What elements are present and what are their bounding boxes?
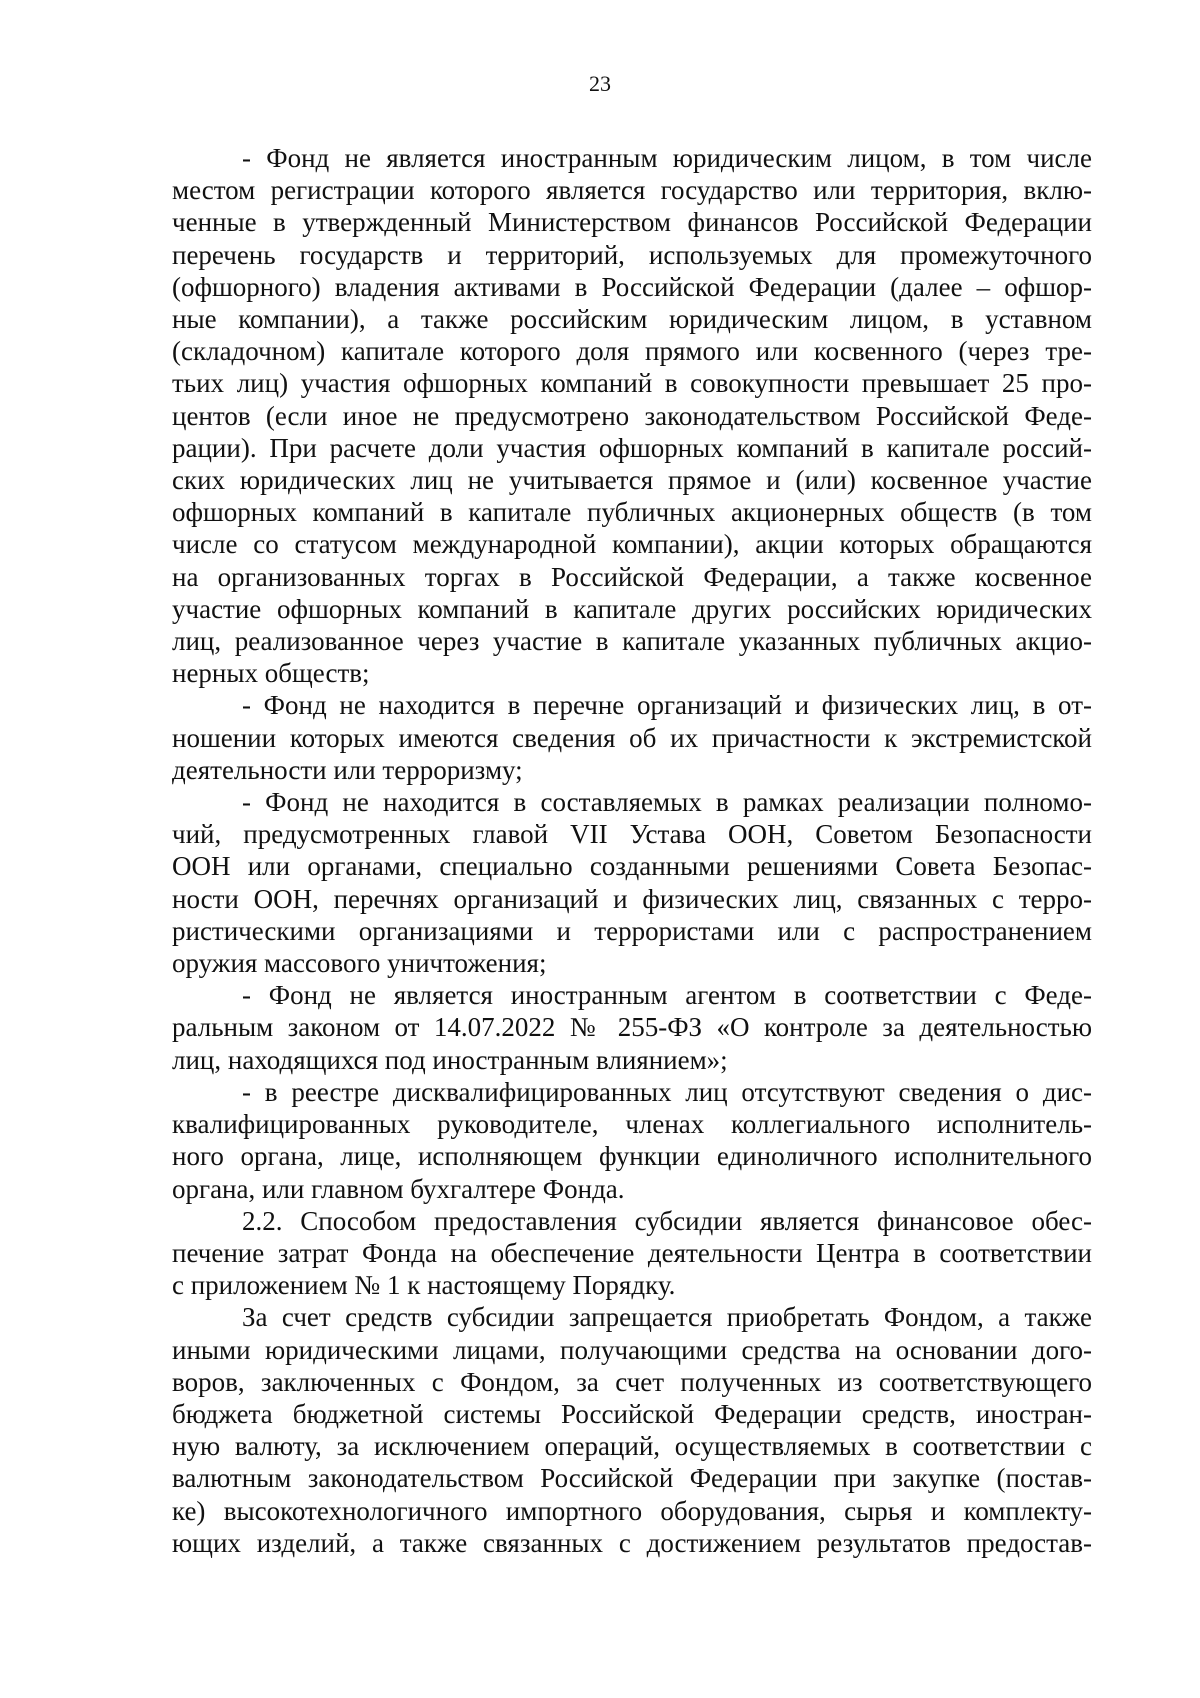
paragraph-line: иными юридическими лицами, получающими средства на основании дого- [172, 1334, 1092, 1365]
paragraph-line: ральным законом от 14.07.2022 № 255-ФЗ «О контроле за деятельностью [172, 1012, 1092, 1043]
paragraph-line: ности ООН, перечнях организаций и физических лиц, связанных с терро- [172, 883, 1092, 914]
paragraph [172, 1301, 1092, 1559]
paragraph-line: лиц, находящихся под иностранным влиянием»; [172, 1044, 728, 1075]
paragraph-line: деятельности или терроризму; [172, 754, 523, 785]
paragraph [172, 786, 1092, 979]
paragraph-line: с приложением № 1 к настоящему Порядку. [172, 1270, 676, 1301]
page-number: 23 [589, 71, 611, 96]
paragraph-line: - Фонд не является иностранным агентом в соответствии с Феде- [242, 980, 1092, 1011]
paragraph-line: ного органа, лице, исполняющем функции единоличного исполнительного [172, 1141, 1092, 1172]
paragraph-line: рации). При расчете доли участия офшорных компаний в капитале россий- [172, 432, 1092, 463]
paragraph-line: лиц, реализованное через участие в капитале указанных публичных акцио- [172, 626, 1092, 657]
paragraph-line: перечень государств и территорий, используемых для промежуточного [172, 239, 1092, 270]
paragraph-line: ченные в утвержденный Министерством финансов Российской Федерации [172, 207, 1092, 238]
paragraph [172, 689, 1092, 786]
paragraph [172, 979, 1092, 1076]
paragraph-line: ских юридических лиц не учитывается прямое и (или) косвенное участие [172, 465, 1092, 496]
paragraph-line: участие офшорных компаний в капитале других российских юридических [172, 593, 1092, 624]
paragraph-line: 2.2. Способом предоставления субсидии является финансовое обес- [242, 1205, 1092, 1236]
paragraph-line: нерных обществ; [172, 658, 370, 689]
paragraph-line: числе со статусом международной компании), акции которых обращаются [172, 529, 1092, 560]
paragraph-line: - в реестре дисквалифицированных лиц отсутствуют сведения о дис- [242, 1076, 1092, 1107]
paragraph-line: ношении которых имеются сведения об их причастности к экстремистской [172, 722, 1092, 753]
paragraph-line: ющих изделий, а также связанных с достижением результатов предостав- [172, 1527, 1092, 1558]
paragraph-line: (офшорного) владения активами в Российской Федерации (далее – офшор- [172, 271, 1092, 302]
paragraph-line: (складочном) капитале которого доля прямого или косвенного (через тре- [172, 336, 1092, 367]
paragraph-line: - Фонд не является иностранным юридическим лицом, в том числе [242, 143, 1092, 173]
paragraph-line: бюджета бюджетной системы Российской Федерации средств, иностран- [172, 1398, 1092, 1429]
paragraph-line: печение затрат Фонда на обеспечение деятельности Центра в соответствии [172, 1237, 1092, 1268]
paragraph-line: ООН или органами, специально созданными решениями Совета Безопас- [172, 851, 1092, 882]
paragraph-line: За счет средств субсидии запрещается приобретать Фондом, а также [242, 1302, 1092, 1333]
paragraph-line: валютным законодательством Российской Федерации при закупке (постав- [172, 1463, 1092, 1494]
paragraph-line: воров, заключенных с Фондом, за счет полученных из соответствующего [172, 1366, 1092, 1397]
paragraph-line: ные компании), а также российским юридическим лицом, в уставном [172, 304, 1092, 335]
paragraph [172, 1205, 1092, 1302]
paragraph-line: - Фонд не находится в составляемых в рамках реализации полномо- [242, 787, 1092, 818]
paragraph-line: ристическими организациями и террористами или с распространением [172, 915, 1092, 946]
paragraph-line: чий, предусмотренных главой VII Устава ООН, Советом Безопасности [172, 819, 1092, 850]
paragraph-line: центов (если иное не предусмотрено законодательством Российской Феде- [172, 400, 1092, 431]
paragraph-line: оружия массового уничтожения; [172, 948, 547, 979]
paragraph-line: органа, или главном бухгалтере Фонда. [172, 1173, 625, 1204]
paragraph-line: на организованных торгах в Российской Федерации, а также косвенное [172, 561, 1092, 592]
paragraph-line: тьих лиц) участия офшорных компаний в совокупности превышает 25 про- [172, 368, 1092, 399]
paragraph [172, 1076, 1092, 1205]
paragraph-line: офшорных компаний в капитале публичных акционерных обществ (в том [172, 497, 1092, 528]
document-body [172, 142, 1092, 1559]
paragraph-line: - Фонд не находится в перечне организаций и физических лиц, в от- [242, 690, 1092, 721]
paragraph-line: ке) высокотехнологичного импортного оборудования, сырья и комплекту- [172, 1495, 1092, 1526]
paragraph [172, 142, 1092, 689]
paragraph-line: ную валюту, за исключением операций, осуществляемых в соответствии с [172, 1431, 1092, 1462]
paragraph-line: квалифицированных руководителе, членах коллегиального исполнитель- [172, 1109, 1092, 1140]
paragraph-line: местом регистрации которого является государство или территория, вклю- [172, 175, 1092, 206]
